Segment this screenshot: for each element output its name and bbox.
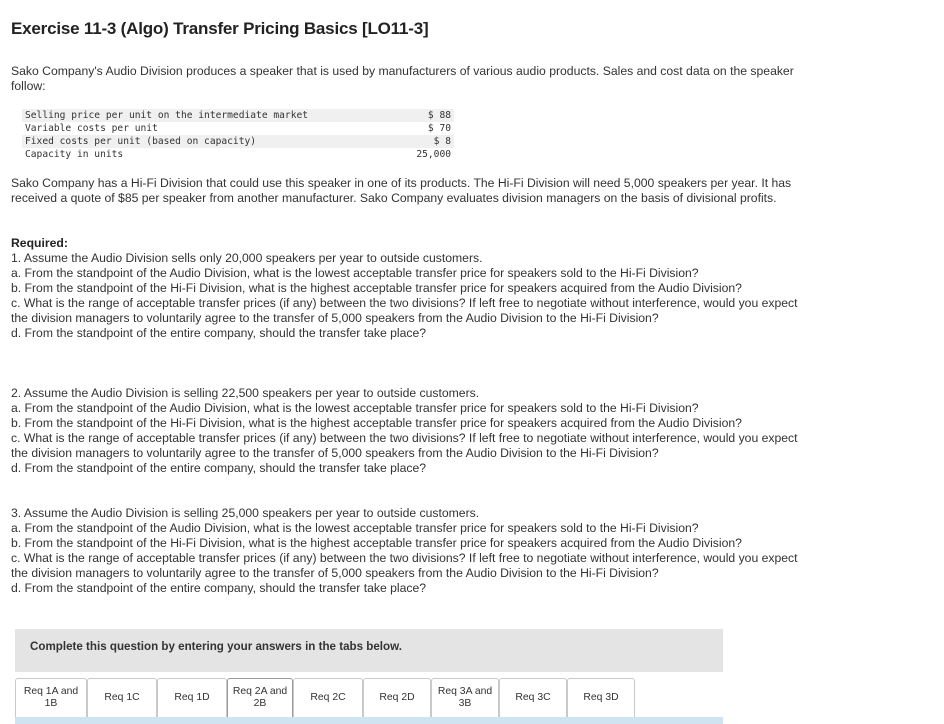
req2-c: c. What is the range of acceptable transfer prices (if any) between the two divisions? If left free to negotiate without interference, would you expect the division managers to voluntarily agree to the transfer of 5,000 speakers from the Audio Division to the Hi-Fi Division? bbox=[11, 431, 798, 460]
table-row bbox=[22, 148, 454, 161]
req1-d: d. From the standpoint of the entire company, should the transfer take place? bbox=[11, 326, 427, 340]
row-label: Capacity in units bbox=[25, 149, 124, 160]
table-row bbox=[22, 135, 454, 148]
page-title: Exercise 11-3 (Algo) Transfer Pricing Basics [LO11-3] bbox=[11, 19, 429, 38]
req3-a: a. From the standpoint of the Audio Division, what is the lowest acceptable transfer price for speakers sold to the Hi-Fi Division? bbox=[11, 521, 699, 535]
instructions-bar bbox=[15, 629, 723, 672]
required-heading: Required: bbox=[11, 236, 68, 250]
req2-b: b. From the standpoint of the Hi-Fi Division, what is the highest acceptable transfer price for speakers acquired from the Audio Division? bbox=[11, 416, 742, 430]
tab-req-1a-1b[interactable]: Req 1A and 1B bbox=[15, 678, 87, 717]
req1-c: c. What is the range of acceptable transfer prices (if any) between the two divisions? If left free to negotiate without interference, would you expect the division managers to voluntarily agree to the transfer of 5,000 speakers from the Audio Division to the Hi-Fi Division? bbox=[11, 296, 798, 325]
intro-paragraph: Sako Company's Audio Division produces a speaker that is used by manufacturers of various audio products. Sales and cost data on the speaker follow: bbox=[11, 64, 794, 93]
row-value: $ 70 bbox=[427, 123, 451, 134]
tab-req-3d[interactable]: Req 3D bbox=[567, 678, 635, 717]
table-row bbox=[22, 122, 454, 135]
row-label: Variable costs per unit bbox=[25, 123, 158, 134]
req3-b: b. From the standpoint of the Hi-Fi Division, what is the highest acceptable transfer price for speakers acquired from the Audio Division? bbox=[11, 536, 742, 550]
req3-d: d. From the standpoint of the entire company, should the transfer take place? bbox=[11, 581, 427, 595]
req2-intro: 2. Assume the Audio Division is selling 22,500 speakers per year to outside customers. bbox=[11, 386, 480, 400]
requirement-1-block bbox=[11, 236, 811, 341]
row-label: Selling price per unit on the intermediate market bbox=[22, 109, 398, 122]
req1-intro: 1. Assume the Audio Division sells only 20,000 speakers per year to outside customers. bbox=[11, 251, 483, 265]
tab-req-2a-2b[interactable]: Req 2A and 2B bbox=[227, 678, 293, 717]
tab-req-2c[interactable]: Req 2C bbox=[293, 678, 363, 717]
req1-b: b. From the standpoint of the Hi-Fi Division, what is the highest acceptable transfer price for speakers acquired from the Audio Division? bbox=[11, 281, 742, 295]
row-value: $ 88 bbox=[398, 109, 454, 122]
row-value: 25,000 bbox=[416, 149, 451, 160]
req2-a: a. From the standpoint of the Audio Division, what is the lowest acceptable transfer price for speakers sold to the Hi-Fi Division? bbox=[11, 401, 699, 415]
tab-req-2d[interactable]: Req 2D bbox=[363, 678, 431, 717]
instructions-text: Complete this question by entering your answers in the tabs below. bbox=[30, 640, 402, 653]
req2-d: d. From the standpoint of the entire company, should the transfer take place? bbox=[11, 461, 427, 475]
tab-req-3a-3b[interactable]: Req 3A and 3B bbox=[431, 678, 499, 717]
req3-intro: 3. Assume the Audio Division is selling 25,000 speakers per year to outside customers. bbox=[11, 506, 480, 520]
tab-req-1d[interactable]: Req 1D bbox=[157, 678, 227, 717]
table-row bbox=[22, 109, 454, 122]
requirement-2-block bbox=[11, 386, 811, 476]
row-label: Fixed costs per unit (based on capacity) bbox=[22, 135, 398, 148]
hifi-paragraph: Sako Company has a Hi-Fi Division that could use this speaker in one of its products. The Hi-Fi Division will need 5,000 speakers per year. It has received a quote of $85 per speaker from another manufacturer. Sako Company evaluates division managers on the basis of divisional profits. bbox=[11, 176, 792, 205]
tab-req-3c[interactable]: Req 3C bbox=[499, 678, 567, 717]
tab-panel-border bbox=[15, 717, 723, 724]
cost-data-table bbox=[22, 109, 454, 161]
row-value: $ 8 bbox=[398, 135, 454, 148]
requirement-3-block bbox=[11, 506, 811, 596]
req3-c: c. What is the range of acceptable transfer prices (if any) between the two divisions? If left free to negotiate without interference, would you expect the division managers to voluntarily agree to the transfer of 5,000 speakers from the Audio Division to the Hi-Fi Division? bbox=[11, 551, 798, 580]
req1-a: a. From the standpoint of the Audio Division, what is the lowest acceptable transfer price for speakers sold to the Hi-Fi Division? bbox=[11, 266, 699, 280]
tab-req-1c[interactable]: Req 1C bbox=[87, 678, 157, 717]
